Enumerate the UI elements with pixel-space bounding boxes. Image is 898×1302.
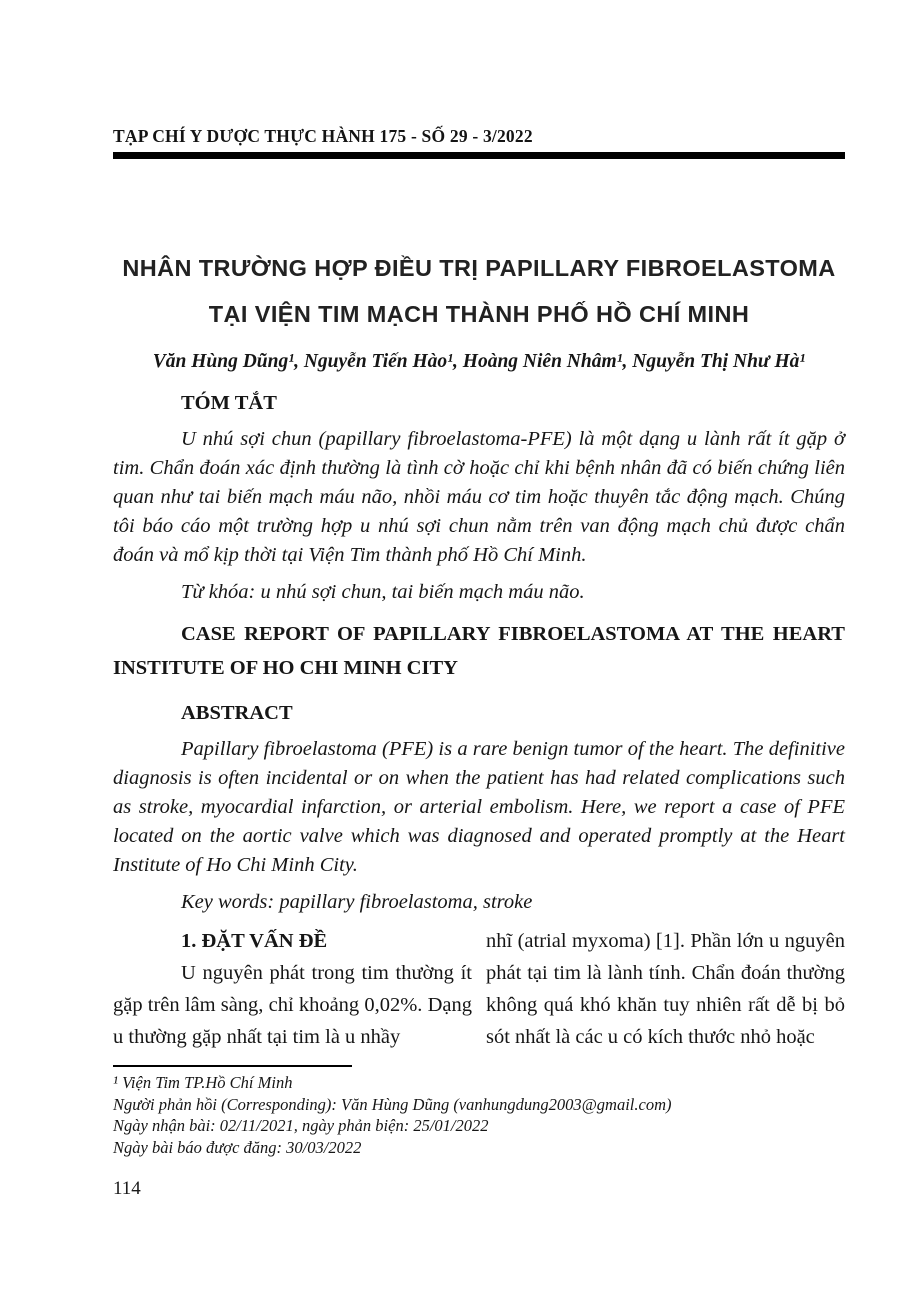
intro-column-right xyxy=(486,925,845,1053)
intro-section xyxy=(113,925,845,1053)
english-keywords: Key words: papillary fibroelastoma, stroke xyxy=(181,891,533,913)
footnote-corresponding: Người phản hồi (Corresponding): Văn Hùng Dũng (vanhungdung2003@gmail.com) xyxy=(113,1094,672,1114)
footnote-divider xyxy=(113,1065,352,1067)
page-number: 114 xyxy=(113,1178,141,1199)
vietnamese-abstract: U nhú sợi chun (papillary fibroelastoma-PFE) là một dạng u lành rất ít gặp ở tim. Chẩn đoán xác định thường là tình cờ hoặc chỉ khi bệnh nhân đã có biến chứng liên quan như tai biến mạch máu não, nhồi máu cơ tim hoặc thuyên tắc động mạch. Chúng tôi báo cáo một trường hợp u nhú sợi chun nằm trên van động mạch chủ được chẩn đoán và mổ kịp thời tại Viện Tim thành phố Hồ Chí Minh. xyxy=(113,428,845,566)
english-abstract: Papillary fibroelastoma (PFE) is a rare benign tumor of the heart. The definitive diagnosis is often incidental or on when the patient has had related complications such as stroke, myocardial infarction, or arterial embolism. Here, we report a case of PFE located on the aortic valve which was diagnosed and operated promptly at the Heart Institute of Ho Chi Minh City. xyxy=(113,738,845,876)
vietnamese-abstract-heading: TÓM TẮT xyxy=(181,392,277,414)
footnote-dates-received: Ngày nhận bài: 02/11/2021, ngày phản biện: 25/01/2022 xyxy=(113,1116,489,1135)
footnote-affiliation: ¹ Viện Tim TP.Hồ Chí Minh xyxy=(113,1073,293,1092)
intro-heading: 1. ĐẶT VẤN ĐỀ xyxy=(181,930,328,952)
title-line-2: TẠI VIỆN TIM MẠCH THÀNH PHỐ HỒ CHÍ MINH xyxy=(208,301,750,327)
header-rule xyxy=(113,152,845,159)
english-title: CASE REPORT OF PAPILLARY FIBROELASTOMA AT THE HEART INSTITUTE OF HO CHI MINH CITY xyxy=(113,623,845,679)
abstract-heading: ABSTRACT xyxy=(181,702,293,724)
authors-line: Văn Hùng Dũng¹, Nguyễn Tiến Hào¹, Hoàng Niên Nhâm¹, Nguyễn Thị Như Hà¹ xyxy=(152,351,806,372)
title-line-1: NHÂN TRƯỜNG HỢP ĐIỀU TRỊ PAPILLARY FIBROELASTOMA xyxy=(122,255,836,281)
vietnamese-keywords: Từ khóa: u nhú sợi chun, tai biến mạch máu não. xyxy=(181,581,585,603)
intro-right-text: nhĩ (atrial myxoma) [1]. Phần lớn u nguyên phát tại tim là lành tính. Chẩn đoán thường không quá khó khăn tuy nhiên rất dễ bị bỏ sót nhất là các u có kích thước nhỏ hoặc xyxy=(486,930,845,1048)
footnote-published: Ngày bài báo được đăng: 30/03/2022 xyxy=(113,1137,362,1157)
footnotes xyxy=(113,1072,845,1158)
journal-header: TẠP CHÍ Y DƯỢC THỰC HÀNH 175 - SỐ 29 - 3/2022 xyxy=(113,126,533,146)
article-title xyxy=(113,245,845,337)
intro-column-left xyxy=(113,925,472,1053)
intro-left-text: U nguyên phát trong tim thường ít gặp trên lâm sàng, chỉ khoảng 0,02%. Dạng u thường gặp nhất tại tim là u nhầy xyxy=(113,962,472,1048)
